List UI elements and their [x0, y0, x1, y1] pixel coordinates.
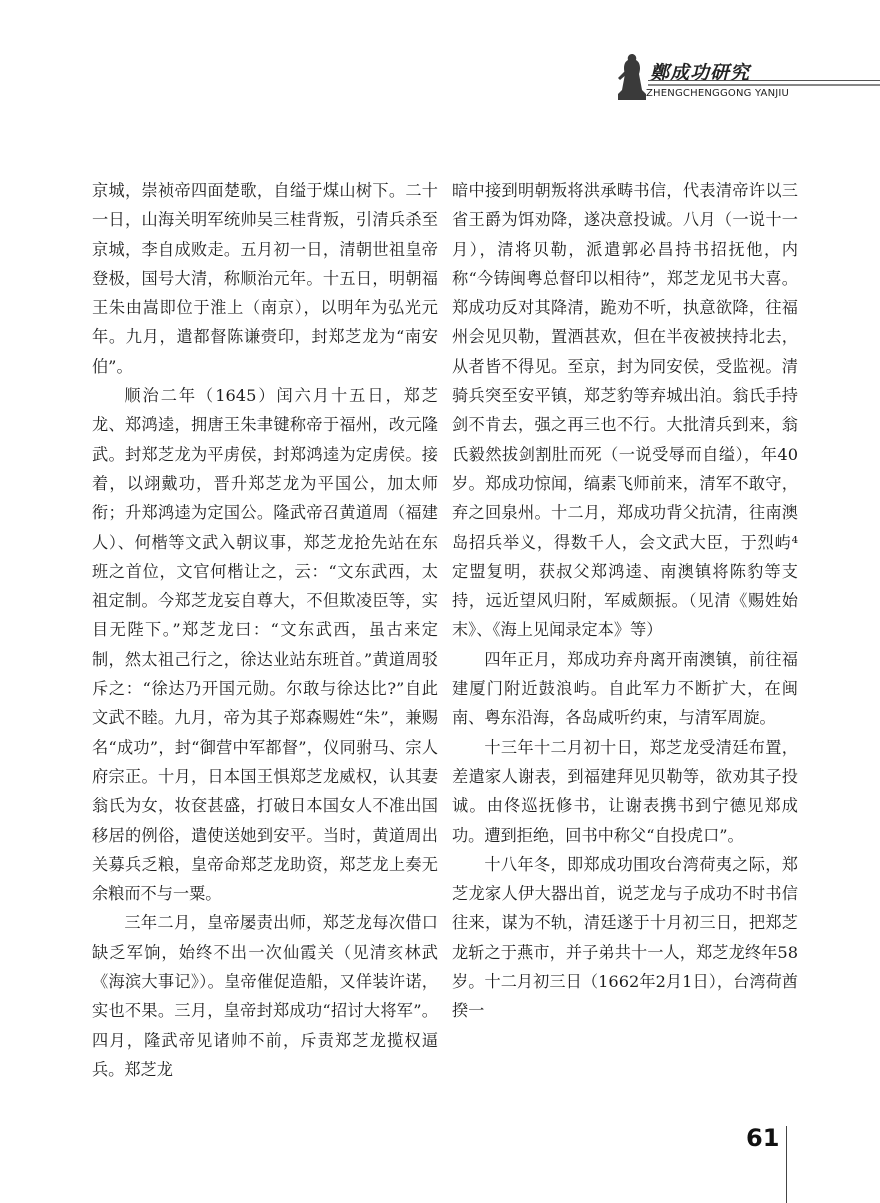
header-divider-thick — [648, 84, 880, 86]
paragraph: 暗中接到明朝叛将洪承畴书信，代表清帝许以三省王爵为饵劝降，遂决意投诚。八月（一说十一月），清将贝勒，派遣郭必昌持书招抚他，内称“今铸闽粤总督印以相待”，郑芝龙见书大喜。郑成功反对其降清，跪劝不听，执意欲降，往福州会见贝勒，置酒甚欢，但在半夜被挟持北去，从者皆不得见。至京，封为同安侯，受监视。清骑兵突至安平镇，郑芝豹等弃城出泊。翁氏手持剑不肯去，强之再三也不行。大批清兵到来，翁氏毅然拔剑割肚而死（一说受辱而自缢），年40岁。郑成功惊闻，缟素飞师前来，清军不敢守，弃之回泉州。十二月，郑成功背父抗清，往南澳岛招兵举义，得数千人，会文武大臣，于烈屿⁴定盟复明，获叔父郑鸿逵、南澳镇将陈豹等支持，远近望风归附，军威颇振。（见清《赐姓始末》、《海上见闻录定本》等） — [452, 181, 798, 640]
paragraph: 京城，崇祯帝四面楚歌，自缢于煤山树下。二十一日，山海关明军统帅吴三桂背叛，引清兵杀至京城，李自成败走。五月初一日，清朝世祖皇帝登极，国号大清，称顺治元年。十五日，明朝福王朱由嵩即位于淮上（南京），以明年为弘光元年。九月，遣都督陈谦赍印，封郑芝龙为“南安伯”。 — [92, 181, 438, 376]
paragraph: 十八年冬，即郑成功围攻台湾荷夷之际，郑芝龙家人伊大器出首，说芝龙与子成功不时书信往来，谋为不轨，清廷遂于十月初三日，把郑芝龙斩之于燕市，并子弟共十一人，郑芝龙终年58岁。十二月初三日（1662年2月1日），台湾荷酋揆一 — [452, 854, 798, 1021]
left-column — [92, 176, 438, 1084]
journal-subtitle: ZHENGCHENGGONG YANJIU — [646, 88, 790, 99]
header-divider — [648, 80, 880, 81]
paragraph: 四年正月，郑成功弃舟离开南澳镇，前往福建厦门附近鼓浪屿。自此军力不断扩大，在闽南、粤东沿海，各岛咸听约束，与清军周旋。 — [452, 649, 798, 728]
paragraph: 三年二月，皇帝屡责出师，郑芝龙每次借口缺乏军饷，始终不出一次仙霞关（见清亥林武《海滨大事记》）。皇帝催促造船，又佯装许诺，实也不果。三月，皇帝封郑成功“招讨大将军”。四月，隆武帝见诸帅不前，斥责郑芝龙揽权逼兵。郑芝龙 — [92, 913, 438, 1079]
right-column — [452, 176, 798, 1026]
page-number-divider — [786, 1126, 787, 1203]
journal-title: 鄭成功研究 — [650, 62, 751, 84]
paragraph: 顺治二年（1645）闰六月十五日，郑芝龙、郑鸿逵，拥唐王朱聿键称帝于福州，改元隆武。封郑芝龙为平虏侯，封郑鸿逵为定虏侯。接着，以翊戴功，晋升郑芝龙为平国公，加太师衔；升郑鸿逵为定国公。隆武帝召黄道周（福建人）、何楷等文武入朝议事，郑芝龙抢先站在东班之首位，文官何楷让之，云：“文东武西，太祖定制。今郑芝龙妄自尊大，不但欺凌臣等，实目无陛下。”郑芝龙曰：“文东武西，虽古来定制，然太祖己行之，徐达业站东班首。”黄道周驳斥之：“徐达乃开国元勋。尔敢与徐达比?”自此文武不睦。九月，帝为其子郑森赐姓“朱”，兼赐名“成功”，封“御营中军都督”，仪同驸马、宗人府宗正。十月，日本国王惧郑芝龙威权，认其妻翁氏为女，妆奁甚盛，打破日本国女人不准出国移居的例俗，遣使送她到安平。当时，黄道周出关募兵乏粮，皇帝命郑芝龙助资，郑芝龙上奏无余粮而不与一粟。 — [92, 386, 438, 904]
page-header — [0, 0, 880, 110]
paragraph: 十三年十二月初十日，郑芝龙受清廷布置，差遣家人谢表，到福建拜见贝勒等，欲劝其子投诚。由佟巡抚修书，让谢表携书到宁德见郑成功。遭到拒绝，回书中称父“自投虎口”。 — [452, 737, 798, 845]
page-number: 61 — [746, 1124, 780, 1152]
